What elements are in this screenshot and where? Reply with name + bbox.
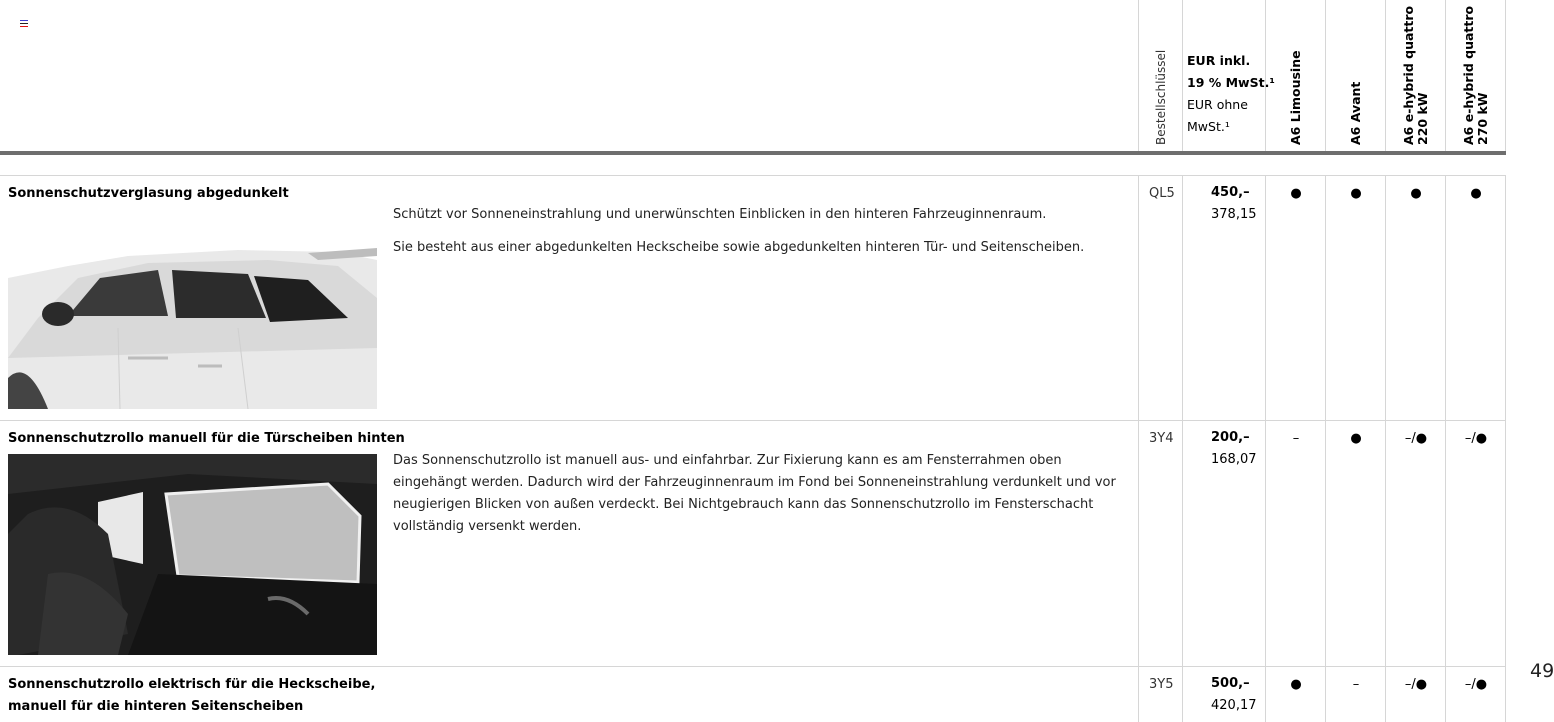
row-title-line2: manuell für die hinteren Seitenscheiben <box>8 699 304 714</box>
header-price-excl-line2: MwSt.¹ <box>1187 119 1230 134</box>
column-divider <box>1385 0 1386 722</box>
availability-a6-limousine: – <box>1292 431 1300 446</box>
row-title: Sonnenschutzrollo elektrisch für die Heckscheibe, <box>8 677 376 692</box>
availability-ehybrid-270: –/● <box>1464 431 1488 446</box>
header-model-ehybrid-220-line2: 220 kW <box>1415 92 1430 145</box>
price-incl-vat: 200,– <box>1211 430 1250 445</box>
price-cell <box>1211 427 1257 471</box>
header-model-ehybrid-270-line1: A6 e-hybrid quattro <box>1461 5 1476 145</box>
availability-ehybrid-220: –/● <box>1404 677 1428 692</box>
availability-ehybrid-270: –/● <box>1464 677 1488 692</box>
order-code: 3Y4 <box>1149 431 1174 446</box>
header-price <box>1187 50 1275 138</box>
column-divider <box>1182 0 1183 722</box>
order-code: 3Y5 <box>1149 677 1174 692</box>
row-description <box>393 450 1133 549</box>
availability-a6-limousine: ● <box>1290 186 1302 201</box>
row-title: Sonnenschutzrollo manuell für die Türscheiben hinten <box>8 431 405 446</box>
availability-a6-avant: ● <box>1350 431 1362 446</box>
product-image-tinted-glass <box>8 208 377 409</box>
column-divider <box>1445 0 1446 722</box>
row-divider <box>0 420 1506 421</box>
header-model-ehybrid-270-line2: 270 kW <box>1475 92 1490 145</box>
availability-ehybrid-270: ● <box>1470 186 1482 201</box>
header-price-excl-line1: EUR ohne <box>1187 97 1248 112</box>
column-divider <box>1138 0 1139 722</box>
price-excl-vat: 378,15 <box>1211 207 1257 222</box>
price-cell <box>1211 182 1257 226</box>
product-image-sunshade-manual <box>8 454 377 655</box>
order-code: QL5 <box>1149 186 1175 201</box>
availability-ehybrid-220: –/● <box>1404 431 1428 446</box>
availability-a6-avant: ● <box>1350 186 1362 201</box>
row-divider <box>0 666 1506 667</box>
row-description <box>393 204 1133 270</box>
price-incl-vat: 500,– <box>1211 676 1250 691</box>
price-incl-vat: 450,– <box>1211 185 1250 200</box>
header-model-a6-avant: A6 Avant <box>1348 81 1363 145</box>
column-divider <box>1325 0 1326 722</box>
menu-icon[interactable] <box>20 20 28 27</box>
price-cell <box>1211 673 1257 717</box>
column-divider <box>1505 0 1506 722</box>
header-order-key: Bestellschlüssel <box>1154 49 1168 145</box>
header-model-a6-limousine: A6 Limousine <box>1288 50 1303 145</box>
row-title: Sonnenschutzverglasung abgedunkelt <box>8 186 289 201</box>
price-excl-vat: 420,17 <box>1211 698 1257 713</box>
price-excl-vat: 168,07 <box>1211 452 1257 467</box>
header-model-ehybrid-220-line1: A6 e-hybrid quattro <box>1401 5 1416 145</box>
row-divider <box>0 175 1506 176</box>
availability-ehybrid-220: ● <box>1410 186 1422 201</box>
description-paragraph: Schützt vor Sonneneinstrahlung und unerwünschten Einblicken in den hinteren Fahrzeuginnenraum. <box>393 207 1047 222</box>
page-number: 49 <box>1530 660 1554 682</box>
availability-a6-avant: – <box>1352 677 1360 692</box>
description-paragraph: Das Sonnenschutzrollo ist manuell aus- und einfahrbar. Zur Fixierung kann es am Fensterrahmen oben eingehängt werden. Dadurch wird der Fahrzeuginnenraum im Fond bei Sonneneinstrahlung verdunkelt und vor neugierigen Blicken von außen verdeckt. Bei Nichtgebrauch kann das Sonnenschutzrollo im Fensterschacht vollständig versenkt werden. <box>393 453 1116 534</box>
header-price-incl-line2: 19 % MwSt.¹ <box>1187 75 1275 90</box>
description-paragraph: Sie besteht aus einer abgedunkelten Heckscheibe sowie abgedunkelten hinteren Tür- und Seitenscheiben. <box>393 240 1085 255</box>
availability-a6-limousine: ● <box>1290 677 1302 692</box>
header-price-incl-line1: EUR inkl. <box>1187 53 1251 68</box>
